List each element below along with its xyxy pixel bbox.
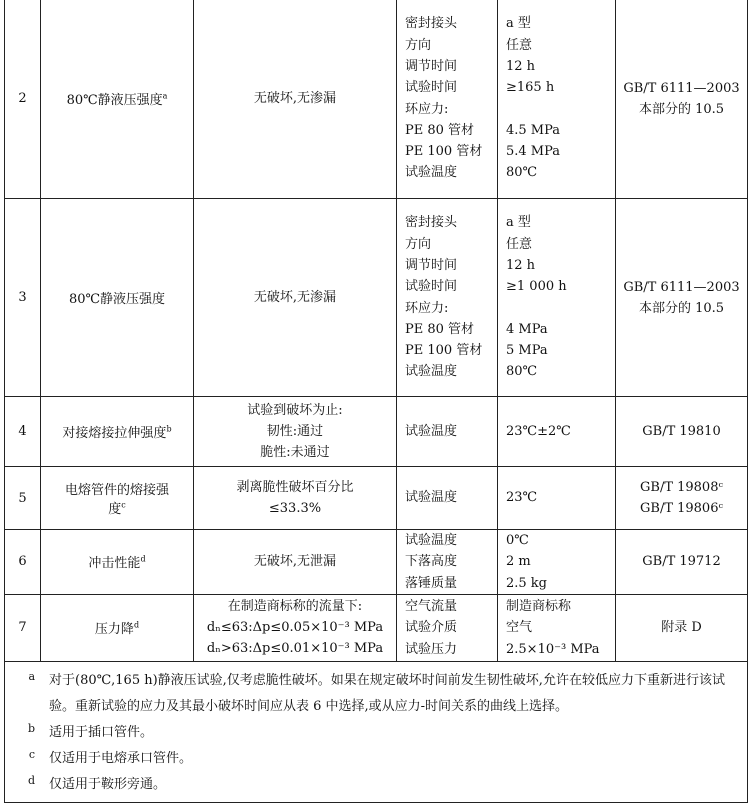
values-line: ≥165 h: [506, 80, 555, 96]
values-line: 2 m: [506, 554, 531, 570]
values-line: 任意: [506, 37, 533, 53]
footnote-text: 仅适用于鞍形旁通。: [49, 776, 167, 792]
values-line: 4 MPa: [506, 321, 548, 337]
params-line: PE 100 管材: [405, 144, 483, 160]
values-line: 5.4 MPa: [506, 144, 561, 160]
values-line: [498, 99, 615, 120]
method-line: GB/T 19806ᶜ: [640, 501, 723, 516]
test-method: [616, 594, 748, 661]
table-row: [5, 530, 748, 595]
requirement: [194, 594, 397, 661]
requirement: [194, 397, 397, 467]
req-line: 剥离脆性破坏百分比: [236, 480, 354, 495]
params-line: 方向: [405, 37, 432, 53]
footnote-mark: c: [28, 747, 35, 761]
values-line: a 型: [506, 16, 531, 32]
params-line: 试验时间: [405, 279, 458, 295]
values-line: a 型: [506, 215, 531, 231]
params-line: 下落高度: [405, 554, 458, 570]
footnote: [5, 668, 747, 720]
item-text: 对接熔接拉伸强度: [62, 426, 167, 441]
footnote-ref: a: [162, 91, 168, 101]
values-line: 12 h: [506, 257, 536, 273]
requirements-table: [4, 0, 748, 803]
requirement: [194, 530, 397, 595]
values-line: ≥1 000 h: [506, 279, 567, 295]
test-item: [41, 199, 194, 397]
footnote: [5, 772, 747, 798]
row-number: 2: [5, 0, 41, 199]
params-line: PE 100 管材: [405, 343, 483, 359]
footnote-text: 适用于插口管件。: [49, 724, 154, 740]
req-line: dₙ≤63:Δp≤0.05×10⁻³ MPa: [206, 620, 384, 636]
params-line: 空气流量: [405, 598, 458, 614]
params-line: 试验压力: [405, 641, 458, 657]
test-method: [616, 467, 748, 530]
footnote: [5, 720, 747, 746]
method-line: GB/T 6111—2003: [623, 279, 740, 295]
table-row: [5, 594, 748, 661]
test-method: [616, 530, 748, 595]
test-values: [498, 397, 616, 467]
test-values: [498, 199, 616, 397]
params-line: 密封接头: [405, 215, 458, 231]
values-line: 制造商标称: [506, 598, 572, 614]
row-number: 5: [5, 467, 41, 530]
test-item: [41, 594, 194, 661]
values-line: 80℃: [506, 165, 538, 181]
footnote: [5, 746, 747, 772]
footnote-ref: c: [121, 500, 126, 510]
item-text: 80℃静液压强度: [68, 292, 166, 307]
params-line: 试验时间: [405, 80, 458, 96]
values-line: 5 MPa: [506, 343, 548, 359]
values-line: 0℃: [506, 533, 529, 548]
row-number: 6: [5, 530, 41, 595]
test-parameters: [397, 467, 498, 530]
params-line: 环应力:: [405, 300, 449, 316]
params-line: 试验介质: [405, 620, 458, 636]
values-line: 空气: [506, 620, 533, 636]
test-item: [41, 397, 194, 467]
params-line: PE 80 管材: [405, 321, 475, 337]
item-text: 电熔管件的熔接强度: [64, 483, 169, 517]
values-line: 2.5×10⁻³ MPa: [506, 641, 600, 657]
table-row: [5, 199, 748, 397]
req-line: 试验到破坏为止:: [247, 403, 343, 418]
row-number: 7: [5, 594, 41, 661]
params-line: 调节时间: [405, 58, 458, 74]
item-text: 80℃静液压强度: [66, 93, 163, 108]
method-line: GB/T 19810: [642, 424, 721, 439]
test-parameters: [397, 594, 498, 661]
params-line: 试验温度: [405, 533, 458, 548]
params-line: 调节时间: [405, 257, 458, 273]
requirement: [194, 467, 397, 530]
values-line: 80℃: [506, 364, 538, 380]
test-item: [41, 467, 194, 530]
method-line: GB/T 19808ᶜ: [640, 480, 723, 495]
footnote-mark: b: [27, 721, 35, 735]
table-row: [5, 467, 748, 530]
test-item: [41, 0, 194, 199]
values-line: 任意: [506, 236, 533, 252]
values-line: [498, 298, 615, 319]
table-row: [5, 397, 748, 467]
footnote-mark: d: [27, 773, 35, 787]
item-text: 冲击性能: [88, 556, 141, 572]
req-line: 韧性:通过: [266, 424, 324, 439]
test-values: [498, 594, 616, 661]
item-text: 压力降: [94, 622, 134, 638]
req-line: 无破坏,无渗漏: [253, 91, 337, 106]
params-line: 试验温度: [405, 490, 458, 506]
params-line: 落锤质量: [405, 575, 458, 591]
req-line: dₙ>63:Δp≤0.01×10⁻³ MPa: [206, 641, 384, 657]
row-number: 4: [5, 397, 41, 467]
footnote-text: 仅适用于电熔承口管件。: [49, 750, 193, 766]
table-row: [5, 0, 748, 199]
footnote-ref: d: [140, 555, 146, 565]
values-line: 4.5 MPa: [506, 122, 561, 138]
test-parameters: [397, 530, 498, 595]
test-parameters: [397, 397, 498, 467]
footnote-mark: a: [28, 669, 35, 683]
req-line: 脆性:未通过: [260, 445, 330, 460]
values-line: 2.5 kg: [506, 575, 548, 591]
req-line: ≤33.3%: [268, 501, 322, 516]
row-number: 3: [5, 199, 41, 397]
test-values: [498, 530, 616, 595]
method-line: 本部分的 10.5: [638, 101, 725, 117]
test-method: [616, 0, 748, 199]
requirement: [194, 0, 397, 199]
method-line: 附录 D: [661, 620, 702, 636]
method-line: 本部分的 10.5: [638, 300, 725, 316]
values-line: 23℃±2℃: [506, 423, 571, 439]
values-line: 23℃: [506, 490, 538, 506]
method-line: GB/T 19712: [642, 554, 721, 570]
test-item: [41, 530, 194, 595]
req-line: 无破坏,无渗漏: [253, 290, 337, 305]
params-line: 试验温度: [405, 364, 458, 380]
params-line: PE 80 管材: [405, 122, 475, 138]
test-parameters: [397, 0, 498, 199]
test-method: [616, 199, 748, 397]
params-line: 方向: [405, 236, 432, 252]
method-line: GB/T 6111—2003: [623, 80, 740, 96]
params-line: 试验温度: [405, 423, 458, 439]
params-line: 试验温度: [405, 165, 458, 181]
test-method: [616, 397, 748, 467]
test-parameters: [397, 199, 498, 397]
req-line: 在制造商标称的流量下:: [227, 599, 363, 615]
test-values: [498, 467, 616, 530]
params-line: 环应力:: [405, 101, 449, 117]
footnote-ref: d: [133, 621, 140, 631]
footnote-text: 对于(80℃,165 h)静液压试验,仅考虑脆性破坏。如果在规定破坏时间前发生韧性破坏,允许在较低应力下重新进行该试验。重新试验的应力及其最小破坏时间应从表 6 中选择,或从应力-时间关系的曲线上选择。: [49, 672, 725, 714]
params-line: 密封接头: [405, 16, 458, 32]
requirement: [194, 199, 397, 397]
req-line: 无破坏,无泄漏: [253, 554, 337, 570]
test-values: [498, 0, 616, 199]
footnote-ref: b: [166, 424, 172, 434]
footnotes: [5, 661, 748, 802]
values-line: 12 h: [506, 58, 536, 74]
